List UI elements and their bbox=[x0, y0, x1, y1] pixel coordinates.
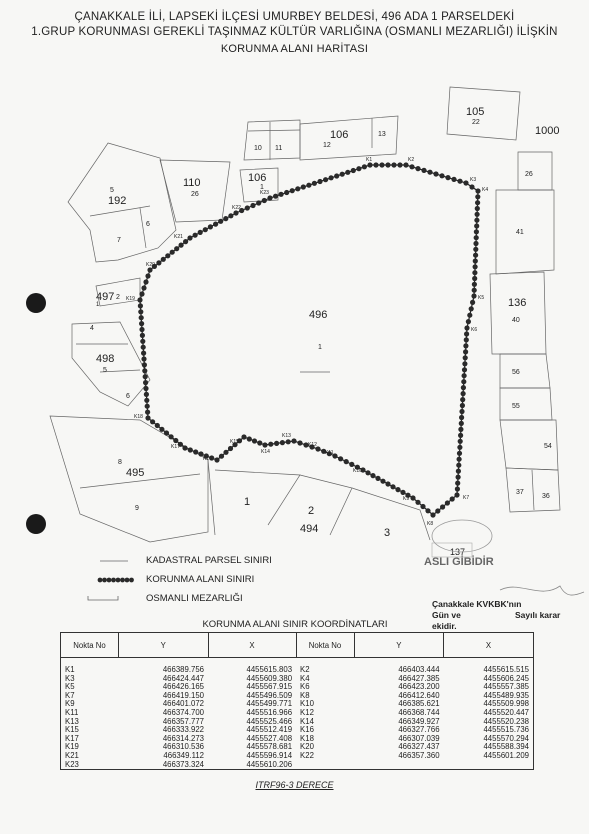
boundary-point-label: K14 bbox=[261, 449, 270, 455]
table-row bbox=[61, 675, 534, 684]
table-cell: 4455609.380 bbox=[246, 673, 293, 683]
table-cell: 4455520.238 bbox=[483, 716, 529, 726]
boundary-point-label: K3 bbox=[470, 177, 477, 183]
parcel-number: 6 bbox=[146, 221, 150, 228]
table-header: Y bbox=[119, 633, 209, 658]
table-cell: 466401.072 bbox=[162, 699, 205, 709]
table-row bbox=[61, 709, 534, 718]
boundary-point-label: K12 bbox=[308, 442, 317, 448]
table-cell: K3 bbox=[65, 673, 75, 683]
table-cell: 466373.324 bbox=[162, 759, 205, 769]
parcel-number: 9 bbox=[135, 505, 139, 512]
table-cell: 466357.777 bbox=[162, 716, 205, 726]
boundary-point-label: K5 bbox=[478, 295, 485, 301]
table-cell: K22 bbox=[300, 750, 314, 760]
table-cell: K17 bbox=[65, 733, 79, 743]
table-cell: K8 bbox=[300, 690, 310, 700]
block-number: 496 bbox=[309, 309, 328, 321]
parcel-number: 11 bbox=[275, 145, 283, 152]
table-cell: 466307.039 bbox=[398, 733, 440, 743]
table-cell: 466310.536 bbox=[162, 742, 205, 752]
table-cell: 466412.640 bbox=[398, 690, 440, 700]
block-number: 495 bbox=[126, 467, 145, 479]
table-cell: 466357.360 bbox=[398, 750, 440, 760]
parcel-number: 22 bbox=[472, 119, 480, 126]
table-cell bbox=[296, 761, 354, 770]
boundary-point-label: K13 bbox=[282, 433, 291, 439]
table-cell: 4455615.515 bbox=[483, 665, 529, 674]
block-number: 1000 bbox=[535, 125, 560, 137]
table-cell: 466327.766 bbox=[398, 725, 440, 735]
block-number: 106 bbox=[330, 129, 349, 141]
table-cell: 466426.165 bbox=[162, 682, 205, 692]
table-cell: K2 bbox=[300, 665, 310, 674]
boundary-point-label: K4 bbox=[482, 187, 489, 193]
stamp-text-3: Sayılı karar bbox=[515, 610, 561, 620]
table-cell: 466368.744 bbox=[398, 707, 440, 717]
table-cell: 466423.200 bbox=[398, 682, 440, 692]
table-cell: 4455588.394 bbox=[483, 742, 529, 752]
parcel-number: 5 bbox=[110, 187, 114, 194]
block-number: 498 bbox=[96, 353, 115, 365]
stamp-text-2: Gün ve bbox=[432, 610, 461, 620]
parcel-number: 36 bbox=[542, 493, 550, 500]
table-row bbox=[61, 683, 534, 692]
legend-boundary-label: KORUNMA ALANI SINIRI bbox=[146, 574, 255, 585]
parcel-number: 13 bbox=[378, 131, 386, 138]
table-header: Y bbox=[354, 633, 444, 658]
table-cell: 466349.927 bbox=[398, 716, 440, 726]
legend-parcel-label: KADASTRAL PARSEL SINIRI bbox=[146, 555, 272, 566]
table-cell: 4455601.209 bbox=[483, 750, 529, 760]
parcel-number: 137 bbox=[450, 547, 466, 557]
parcel-number: 7 bbox=[117, 237, 121, 244]
table-cell: 466389.756 bbox=[162, 665, 205, 674]
boundary-point-label: K6 bbox=[471, 327, 478, 333]
table-cell: 4455606.245 bbox=[483, 673, 529, 683]
table-header: X bbox=[444, 633, 534, 658]
table-row bbox=[61, 658, 534, 675]
table-cell: 4455527.408 bbox=[246, 733, 293, 743]
parcel-number: 1 bbox=[244, 496, 251, 508]
title-line-2: 1.GRUP KORUNMASI GEREKLİ TAŞINMAZ KÜLTÜR VARLIĞINA (OSMANLI MEZARLIĞI) İLİŞKİN bbox=[31, 26, 558, 38]
table-row bbox=[61, 718, 534, 727]
table-cell bbox=[354, 761, 444, 770]
parcel-number: 8 bbox=[118, 459, 122, 466]
table-cell: 4455557.385 bbox=[483, 682, 529, 692]
stamp-text-1: Çanakkale KVKBK'nın bbox=[432, 599, 522, 609]
table-cell: 4455512.419 bbox=[246, 725, 293, 735]
parcel-number: 4 bbox=[90, 325, 94, 332]
boundary-point-label: K1 bbox=[366, 157, 373, 163]
legend-boundary-symbol bbox=[98, 578, 134, 583]
table-cell: 4455567.915 bbox=[246, 682, 293, 692]
parcel-number: 55 bbox=[512, 403, 520, 410]
table-cell: K9 bbox=[65, 699, 75, 709]
boundary-point-label: K10 bbox=[353, 468, 362, 474]
parcel-number: 3 bbox=[384, 527, 391, 539]
table-cell: 4455525.466 bbox=[246, 716, 293, 726]
boundary-point-label: K18 bbox=[134, 414, 143, 420]
table-header: Nokta No bbox=[61, 633, 119, 658]
boundary-point-label: K9 bbox=[403, 496, 410, 502]
table-cell: K16 bbox=[300, 725, 314, 735]
table-cell: K11 bbox=[65, 707, 79, 717]
parcel-number: 6 bbox=[126, 393, 130, 400]
boundary-point-label: K8 bbox=[427, 521, 434, 527]
table-cell: 466349.112 bbox=[163, 750, 205, 760]
table-cell: K7 bbox=[65, 690, 75, 700]
parcel-number: 26 bbox=[525, 171, 533, 178]
table-cell: 4455520.447 bbox=[483, 707, 529, 717]
block-number: 110 bbox=[183, 177, 201, 189]
table-cell: 4455615.803 bbox=[246, 665, 293, 674]
boundary-point-label: K22 bbox=[232, 205, 241, 211]
parcel-number: 1 bbox=[260, 184, 264, 191]
table-cell: K18 bbox=[300, 733, 314, 743]
boundary-point-labels bbox=[126, 157, 488, 527]
parcel-number: 40 bbox=[512, 317, 520, 324]
table-cell: 466419.150 bbox=[162, 690, 205, 700]
table-cell: 4455489.935 bbox=[483, 690, 529, 700]
table-cell bbox=[444, 761, 534, 770]
table-cell: 4455509.998 bbox=[483, 699, 529, 709]
parcel-number: 2 bbox=[308, 505, 315, 517]
table-cell: 466424.447 bbox=[162, 673, 205, 683]
table-cell: 4455516.966 bbox=[246, 707, 293, 717]
legend-cemetery-label: OSMANLI MEZARLIĞI bbox=[146, 593, 243, 604]
table-cell: K12 bbox=[300, 707, 314, 717]
table-row bbox=[61, 726, 534, 735]
table-cell: K13 bbox=[65, 716, 79, 726]
block-number: 105 bbox=[466, 106, 485, 118]
table-cell: K19 bbox=[65, 742, 79, 752]
table-cell: 4455499.771 bbox=[246, 699, 293, 709]
table-cell: 466333.922 bbox=[162, 725, 205, 735]
table-row bbox=[61, 752, 534, 761]
parcel-number: 1 bbox=[318, 344, 322, 351]
table-cell: 466403.444 bbox=[398, 665, 440, 674]
block-number: 136 bbox=[508, 297, 527, 309]
title-line-1: ÇANAKKALE İLİ, LAPSEKİ İLÇESİ UMURBEY BELDESİ, 496 ADA 1 PARSELDEKİ bbox=[74, 11, 515, 23]
stamp-text-4: ekidir. bbox=[432, 621, 457, 631]
table-cell: K1 bbox=[65, 665, 75, 674]
boundary-point-label: K7 bbox=[463, 495, 470, 501]
title-line-3: KORUNMA ALANI HARİTASI bbox=[220, 43, 369, 55]
table-header: X bbox=[208, 633, 296, 658]
coordinates-table-title: KORUNMA ALANI SINIR KOORDİNATLARI bbox=[202, 619, 388, 630]
table-cell: 466327.437 bbox=[398, 742, 440, 752]
boundary-point-label: K2 bbox=[408, 157, 415, 163]
table-cell: K15 bbox=[65, 725, 79, 735]
table-cell: 4455496.509 bbox=[246, 690, 293, 700]
stamp-certified: ASLI GİBİDİR bbox=[424, 556, 494, 568]
table-row bbox=[61, 735, 534, 744]
block-number: 497 bbox=[96, 291, 115, 303]
datum-label: ITRF96-3 DERECE bbox=[255, 780, 334, 790]
table-cell: K6 bbox=[300, 682, 310, 692]
boundary-point-label: K16 bbox=[203, 456, 212, 462]
boundary-point-label: K21 bbox=[174, 234, 183, 240]
parcel-number: 5 bbox=[103, 367, 107, 374]
boundary-point-label: K15 bbox=[230, 439, 239, 445]
table-cell: K5 bbox=[65, 682, 75, 692]
boundary-point-label: K23 bbox=[260, 190, 269, 196]
legend-cemetery-symbol bbox=[88, 596, 118, 600]
table-cell: 4455515.736 bbox=[483, 725, 529, 735]
table-cell: K21 bbox=[65, 750, 79, 760]
table-cell: 466427.385 bbox=[398, 673, 440, 683]
parcel-number: 54 bbox=[544, 443, 552, 450]
table-cell: 4455570.294 bbox=[483, 733, 529, 743]
table-header: Nokta No bbox=[296, 633, 354, 658]
block-number: 106 bbox=[248, 172, 267, 184]
parcel-number: 56 bbox=[512, 369, 520, 376]
protection-area-boundary bbox=[137, 162, 480, 517]
parcel-number: 41 bbox=[516, 229, 524, 236]
table-cell: 4455610.206 bbox=[246, 759, 293, 769]
table-cell: 466314.273 bbox=[162, 733, 205, 743]
parcel-number: 37 bbox=[516, 489, 524, 496]
parcel-number: 2 bbox=[116, 294, 120, 301]
parcel-number: 12 bbox=[323, 142, 331, 149]
block-number: 192 bbox=[108, 195, 127, 207]
table-cell: K4 bbox=[300, 673, 310, 683]
table-row bbox=[61, 761, 534, 770]
parcel-number: 1 bbox=[96, 302, 100, 308]
table-cell: 466385.621 bbox=[398, 699, 440, 709]
table-cell: K20 bbox=[300, 742, 314, 752]
boundary-point-label: K20 bbox=[146, 262, 155, 268]
table-cell: 4455578.681 bbox=[246, 742, 293, 752]
table-cell: K23 bbox=[65, 759, 79, 769]
table-cell: K10 bbox=[300, 699, 314, 709]
table-cell: 4455596.914 bbox=[246, 750, 293, 760]
parcel-number: 26 bbox=[191, 191, 199, 198]
parcel-numbers bbox=[90, 106, 559, 557]
parcel-number: 10 bbox=[254, 145, 262, 152]
table-row bbox=[61, 743, 534, 752]
coordinates-table bbox=[60, 632, 534, 770]
boundary-point-label: K11 bbox=[325, 450, 334, 456]
block-number: 494 bbox=[300, 523, 319, 535]
boundary-point-label: K19 bbox=[126, 296, 135, 302]
signature bbox=[500, 586, 584, 595]
boundary-point-label: K17 bbox=[171, 444, 180, 450]
table-row bbox=[61, 692, 534, 701]
table-cell: 466374.700 bbox=[162, 707, 205, 717]
table-row bbox=[61, 700, 534, 709]
table-cell: K14 bbox=[300, 716, 314, 726]
